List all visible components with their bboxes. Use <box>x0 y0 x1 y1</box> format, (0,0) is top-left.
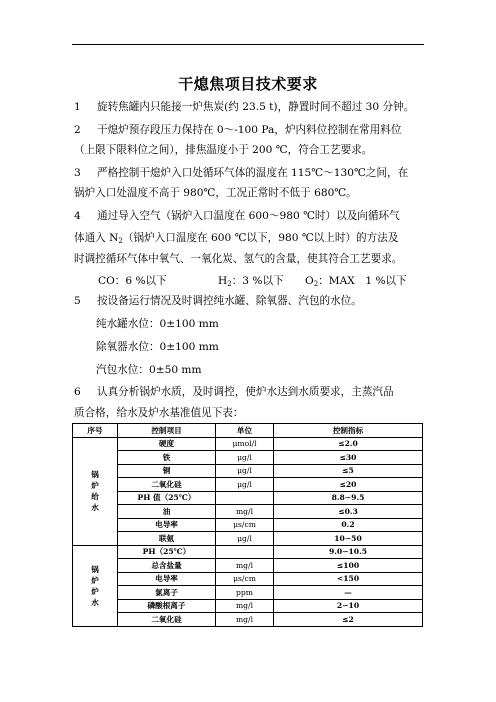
group-label: 锅 炉 给 水 <box>73 437 118 545</box>
h2-symbol: H <box>218 275 228 287</box>
item-6-cont: 质合格，给水及炉水基准值见下表： <box>74 407 244 419</box>
limit-cell: 8.8∽9.5 <box>274 491 423 505</box>
table-row <box>73 437 423 451</box>
table-row <box>73 505 423 519</box>
o2-limit <box>305 273 407 288</box>
table-row <box>73 572 423 586</box>
table-row <box>73 491 423 505</box>
item-text: 干熄炉预存段压力保持在 0～-100 Pa，炉内料位控制在常用料位 <box>97 124 402 136</box>
h2-limit <box>218 273 284 288</box>
limit-cell: <150 <box>274 572 423 586</box>
limit-cell: ≤100 <box>274 559 423 573</box>
table-row <box>73 464 423 478</box>
item-number: 5 <box>74 295 81 307</box>
item-4 <box>74 209 400 223</box>
co-limit: CO：6 %以下 <box>98 275 167 287</box>
table-header-row <box>73 424 423 438</box>
water-level-1: 纯水罐水位：0±100 mm <box>96 318 219 330</box>
o2-symbol: O <box>305 275 314 287</box>
unit-cell: mg/l <box>216 559 274 573</box>
table-row <box>73 545 423 559</box>
subscript: 2 <box>118 237 123 245</box>
unit-cell <box>216 545 274 559</box>
item-number: 6 <box>74 386 81 398</box>
unit-cell: μg/l <box>216 451 274 465</box>
item-cell: 铜 <box>118 464 216 478</box>
unit-cell: μg/l <box>216 464 274 478</box>
item-cell: 二氧化硅 <box>118 478 216 492</box>
limit-cell: 10∽50 <box>274 532 423 546</box>
subscript: 2 <box>227 280 232 288</box>
item-cell: 电导率 <box>118 518 216 532</box>
table-row <box>73 599 423 613</box>
unit-cell: μmol/l <box>216 437 274 451</box>
item-cell: PH（25℃） <box>118 545 216 559</box>
item-text: 体通入 N <box>74 232 119 244</box>
limit-cell: ≤30 <box>274 451 423 465</box>
item-cell: PH 值（25℃） <box>118 491 216 505</box>
item-5 <box>74 294 362 308</box>
item-2-cont: （上限下限料位之间），排焦温度小于 200 ℃，符合工艺要求。 <box>74 144 373 156</box>
table-row <box>73 532 423 546</box>
table-body <box>73 437 423 626</box>
unit-cell: mg/l <box>216 613 274 627</box>
limit-cell: 9.0∽10.5 <box>274 545 423 559</box>
item-cell: 电导率 <box>118 572 216 586</box>
item-4-cont-1 <box>74 231 398 248</box>
table-row <box>73 586 423 600</box>
table-row <box>73 518 423 532</box>
item-text: （锅炉入口温度在 600 ℃以下，980 ℃以上时）的方法及 <box>122 232 399 244</box>
item-cell: 磷酸根离子 <box>118 599 216 613</box>
header-cell: 控制指标 <box>274 424 423 438</box>
item-cell: 氯离子 <box>118 586 216 600</box>
item-cell: 硬度 <box>118 437 216 451</box>
group-label: 锅 炉 炉 水 <box>73 545 118 626</box>
item-text: 认真分析锅炉水质，及时调控，使炉水达到水质要求，主蒸汽品 <box>97 386 394 398</box>
item-1 <box>74 100 414 114</box>
limit-cell: ≤20 <box>274 478 423 492</box>
item-number: 2 <box>74 124 81 136</box>
item-number: 4 <box>74 210 81 222</box>
item-6 <box>74 385 394 399</box>
subscript: 2 <box>313 280 319 288</box>
item-4-cont-2: 时调控循环气体中氧气、一氧化炭、氢气的含量，使其符合工艺要求。 <box>74 253 403 265</box>
item-cell: 油 <box>118 505 216 519</box>
table-row <box>73 478 423 492</box>
unit-cell: mg/l <box>216 505 274 519</box>
unit-cell: μg/l <box>216 478 274 492</box>
item-3-cont: 锅炉入口处温度不高于 980℃，工况正常时不低于 680℃。 <box>74 187 357 199</box>
unit-cell: μg/l <box>216 532 274 546</box>
item-number: 3 <box>74 167 81 179</box>
limit-cell: ≤2 <box>274 613 423 627</box>
water-level-2: 除氧器水位：0±100 mm <box>96 341 219 353</box>
page-title: 干熄焦项目技术要求 <box>178 75 318 93</box>
unit-cell <box>216 491 274 505</box>
item-text: 通过导入空气（锅炉入口温度在 600～980 ℃时）以及向循环气 <box>97 210 400 222</box>
water-quality-table <box>72 423 423 627</box>
unit-cell: ppm <box>216 586 274 600</box>
limit-cell: 0.2 <box>274 518 423 532</box>
limit-cell: ≤5 <box>274 464 423 478</box>
table-row <box>73 613 423 627</box>
item-text: 按设备运行情况及时调控纯水罐、除氧器、汽包的水位。 <box>97 295 362 307</box>
item-2 <box>74 123 402 137</box>
table-row <box>73 451 423 465</box>
item-text: 严格控制干熄炉入口处循环气体的温度在 115℃～130℃之间，在 <box>97 167 409 179</box>
unit-cell: μs/cm <box>216 572 274 586</box>
header-rule <box>72 44 424 45</box>
item-text: 旋转焦罐内只能接一炉焦炭(约 23.5 t)，静置时间不超过 30 分钟。 <box>97 101 415 113</box>
header-cell: 序号 <box>73 424 118 438</box>
limit-cell: — <box>274 586 423 600</box>
header-cell: 控制项目 <box>118 424 216 438</box>
item-cell: 铁 <box>118 451 216 465</box>
header-cell: 单位 <box>216 424 274 438</box>
item-cell: 联氨 <box>118 532 216 546</box>
limit-cell: 2∽10 <box>274 599 423 613</box>
h2-value: ：3 %以下 <box>231 275 284 287</box>
unit-cell: μs/cm <box>216 518 274 532</box>
unit-cell: mg/l <box>216 599 274 613</box>
item-number: 1 <box>74 101 81 113</box>
table-row <box>73 559 423 573</box>
limit-cell: ≤0.3 <box>274 505 423 519</box>
item-cell: 二氧化硅 <box>118 613 216 627</box>
limit-cell: ≤2.0 <box>274 437 423 451</box>
o2-value: ：MAX 1 %以下 <box>318 275 407 287</box>
item-3 <box>74 166 408 180</box>
water-level-3: 汽包水位：0±50 mm <box>96 364 202 376</box>
item-cell: 总含盐量 <box>118 559 216 573</box>
